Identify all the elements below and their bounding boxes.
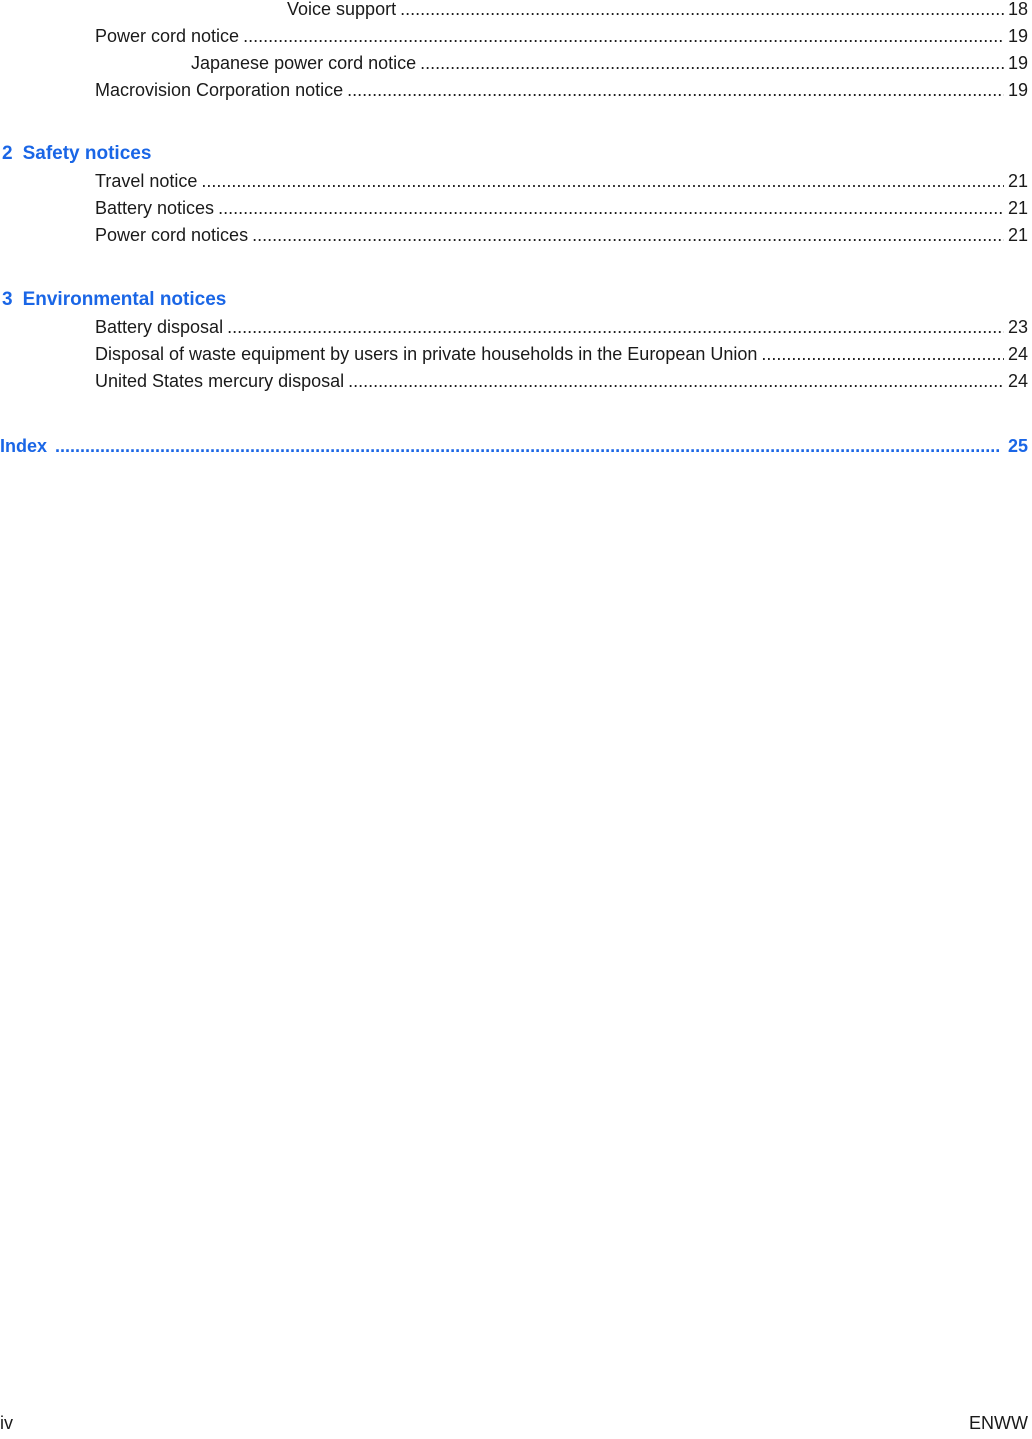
dot-leader — [227, 316, 1004, 338]
chapter-title: Environmental notices — [22, 289, 227, 310]
footer-doc-code: ENWW — [969, 1413, 1028, 1433]
toc-entry-title: United States mercury disposal — [95, 371, 345, 391]
toc-entry-page: 18 — [1007, 0, 1028, 19]
footer-page-number: iv — [0, 1413, 13, 1433]
chapter-number: 2 — [2, 143, 13, 164]
toc-entry-page: 23 — [1007, 317, 1028, 337]
dot-leader — [218, 197, 1004, 219]
dot-leader — [761, 343, 1004, 365]
toc-entry[interactable] — [95, 79, 1028, 101]
chapter-number: 3 — [2, 289, 13, 310]
chapter-title: Safety notices — [22, 143, 152, 164]
toc-entry-title: Battery notices — [95, 198, 215, 218]
dot-leader — [201, 170, 1004, 192]
toc-entry-title: Travel notice — [95, 171, 198, 191]
chapter-heading[interactable] — [2, 289, 226, 311]
toc-entry-page: 19 — [1007, 26, 1028, 46]
toc-entry-title: Battery disposal — [95, 317, 224, 337]
chapter-heading[interactable] — [2, 143, 151, 165]
dot-leader — [252, 224, 1004, 246]
toc-entry-title: Voice support — [287, 0, 397, 19]
toc-entry[interactable] — [95, 370, 1028, 392]
toc-entry-title: Power cord notices — [95, 225, 249, 245]
dot-leader — [420, 52, 1004, 74]
dot-leader — [347, 79, 1004, 101]
toc-entry[interactable] — [95, 170, 1028, 192]
toc-entry-page: 21 — [1007, 171, 1028, 191]
dot-leader — [400, 0, 1004, 20]
index-page: 25 — [1007, 436, 1028, 456]
dot-leader — [55, 435, 1000, 457]
toc-entry[interactable] — [95, 224, 1028, 246]
toc-entry-title: Macrovision Corporation notice — [95, 80, 344, 100]
toc-entry-title: Power cord notice — [95, 26, 240, 46]
dot-leader — [348, 370, 1004, 392]
toc-entry-title: Japanese power cord notice — [191, 53, 417, 73]
dot-leader — [243, 25, 1004, 47]
index-entry[interactable] — [0, 435, 1028, 457]
toc-entry[interactable] — [95, 25, 1028, 47]
toc-entry[interactable] — [287, 0, 1028, 20]
index-title: Index — [0, 436, 48, 456]
toc-entry-page: 21 — [1007, 225, 1028, 245]
toc-entry[interactable] — [191, 52, 1028, 74]
toc-entry[interactable] — [95, 197, 1028, 219]
toc-entry-page: 21 — [1007, 198, 1028, 218]
toc-entry-page: 19 — [1007, 53, 1028, 73]
toc-entry[interactable] — [95, 316, 1028, 338]
toc-entry-title: Disposal of waste equipment by users in private households in the European Union — [95, 344, 758, 364]
toc-entry-page: 24 — [1007, 344, 1028, 364]
toc-entry-page: 24 — [1007, 371, 1028, 391]
toc-entry-page: 19 — [1007, 80, 1028, 100]
toc-entry[interactable] — [95, 343, 1028, 365]
